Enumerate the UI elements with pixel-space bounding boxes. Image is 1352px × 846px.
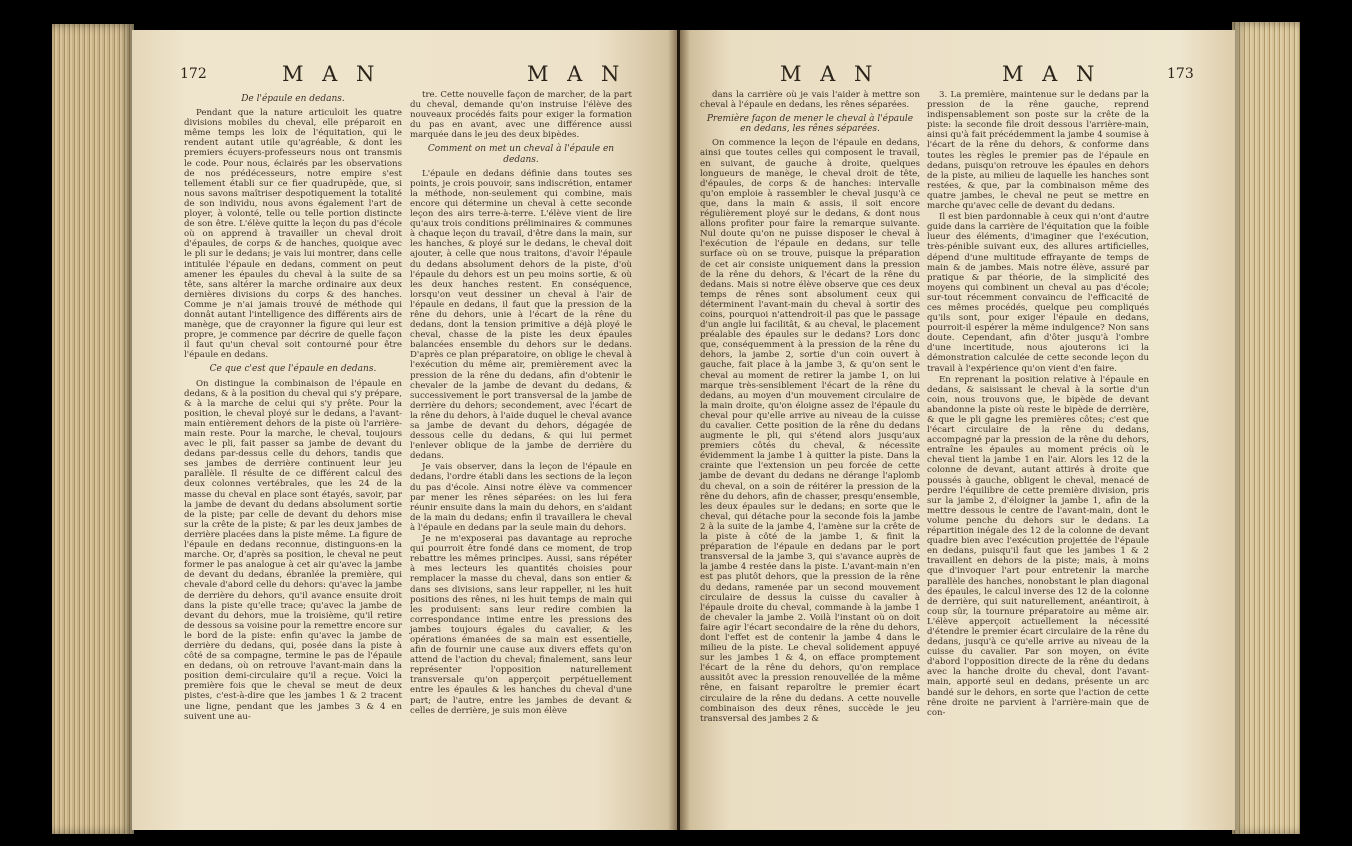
left-page-column-1 xyxy=(184,90,402,723)
paragraph: dans la carrière où je vais l'aider à mettre son cheval à l'épaule en dedans, les rênes séparées. xyxy=(700,90,920,111)
right-page-column-1 xyxy=(700,90,920,725)
page-number-left: 172 xyxy=(180,66,207,82)
section-heading: Première façon de mener le cheval à l'épaule en dedans, les rênes séparées. xyxy=(706,114,914,135)
running-head-right-1: M A N xyxy=(780,62,879,86)
section-heading: De l'épaule en dedans. xyxy=(241,94,345,104)
running-head-right-2: M A N xyxy=(1002,62,1101,86)
running-head-left-1: M A N xyxy=(282,62,381,86)
left-page xyxy=(132,30,677,830)
paragraph: Il est bien pardonnable à ceux qui n'ont d'autre guide dans la carrière de l'équitation que la foible lueur des éléments, d'imaginer que l'exécution, très-pénible suivant eux, des allures artificielles, dépend d'une multitude effrayante de temps de main & de jambes. Mais notre élève, assuré par pratique & par théorie, de la simplicité des moyens qui combinent un cheval au pas d'école; sur-tout récemment convaincu de l'efficacité de ces mêmes procédés, quelque peu compliqués qu'ils sont, pour exiger l'épaule en dedans, pourroit-il espérer la même indulgence? Non sans doute. Cependant, afin d'ôter jusqu'à l'ombre d'une incertitude, nous ajouterons ici la démonstration calculée de cette seconde leçon du travail à l'expérience qu'on vient d'en faire. xyxy=(927,212,1149,374)
paragraph: En reprenant la position relative à l'épaule en dedans, & saisissant le cheval à la sortie d'un coin, nous trouvons que, le bipède de devant abandonne la piste où reste le bipède de derrière, & que le pli gagne les premières côtes; c'est que l'écart circulaire de la rêne du dedans, accompagné par la pression de la rêne du dehors, entraîne les épaules au moment précis où le cheval tient la jambe 1 en l'air. Alors les 12 de la colonne de devant, autant attirés à droite que poussés à gauche, obligent le cheval, menacé de perdre l'équilibre de cette première division, pris sur la jambe 2, d'éloigner la jambe 1, afin de la mettre dessous le centre de l'avant-main, dont le volume penche du dehors sur le dedans. La répartition inégale des 12 de la colonne de devant quadre bien avec l'exécution projettée de l'épaule en dedans, puisqu'il faut que les jambes 1 & 2 travaillent en dehors de la piste; mais, à moins que d'invoquer l'art pour entretenir la marche parallèle des hanches, nonobstant le plan diagonal des épaules, le calcul inverse des 12 de la colonne de derrière, qui suit naturellement, anéantiroit, à coup sûr, la tournure préparatoire au même air. L'élève apperçoit actuellement la nécessité d'étendre le premier écart circulaire de la rêne du dedans, jusqu'à ce qu'elle arrive au niveau de la cuisse du cavalier. Par son moyen, on évite d'abord l'opposition directe de la rêne du dedans avec la hanche droite du cheval, dont l'avant-main, apporté seul en dedans, présente un arc bandé sur le dehors, en sorte que l'action de cette rêne droite ne parvient à l'arrière-main que de con- xyxy=(927,374,1149,718)
paragraph: On distingue la combinaison de l'épaule en dedans, & à la position du cheval qui s'y prépare, & à la marche de celui qui s'y prête. Pour la position, le cheval ployé sur le dedans, a l'avant-main entièrement dehors de la piste où l'arrière-main reste. Pour la marche, le cheval, toujours avec le pli, fait passer sa jambe de devant du dedans par-dessus celle du dehors, tandis que ses jambes de derrière continuent leur jeu parallèle. Il résulte de ce différent calcul des deux colonnes vertébrales, que les 24 de la masse du cheval en place sont étayés, savoir, par la jambe de devant du dedans absolument sortie de la piste; par celle de devant du dehors mise sur la crête de la piste; & par les deux jambes de derrière placées dans la piste même. La figure de l'épaule en dedans reconnue, distinguons-en la marche. Or, d'après sa position, le cheval ne peut former le pas analogue à cet air qu'avec la jambe de devant du dedans, ébranlée la première, qui chevale d'abord celle du dehors: qu'avec la jambe de derrière du dehors, qu'il avance ensuite droit dans la piste qu'elle trace; qu'avec la jambe de devant du dehors, mue la troisième, qu'il retire de dessous sa voisine pour la remettre encore sur le bord de la piste: enfin qu'avec la jambe de derrière du dedans, qui, posée dans la piste à côté de sa compagne, termine le pas de l'épaule en dedans, où on retrouve l'avant-main dans la position demi-circulaire qu'il a reçue. Voici la première fois que le cheval se meut de deux pistes, c'est-à-dire que les jambes 1 & 2 tracent une ligne, pendant que les jambes 3 & 4 en suivent une au- xyxy=(184,378,402,722)
section-heading: Ce que c'est que l'épaule en dedans. xyxy=(209,364,377,375)
section-heading: Comment on met un cheval à l'épaule en dedans. xyxy=(427,144,615,165)
running-head-left-2: M A N xyxy=(527,62,626,86)
right-page-edges xyxy=(1232,22,1300,834)
paragraph: 3. La première, maintenue sur le dedans par la pression de la rêne gauche, reprend indispensablement son poste sur la crête de la piste: la seconde file droit dessous l'arrière-main, ainsi qu'à fait précédemment la jambe 4 soumise à l'écart de la rêne du dehors, & conforme dans toutes les règles le premier pas de l'épaule en dedans, puisqu'on retrouve les épaules en dehors de la piste, au milieu de laquelle les hanches sont restées, & que, par la combinaison même des quatre jambes, le cheval ne peut se mettre en marche qu'avec celle de devant du dedans. xyxy=(927,90,1149,212)
paragraph: Je vais observer, dans la leçon de l'épaule en dedans, l'ordre établi dans les sections de la leçon du pas d'école. Ainsi notre élève va commencer par mener les rênes séparées: on les lui fera réunir ensuite dans la main du dehors, en s'aidant de la main du dedans; enfin il travaillera le cheval à l'épaule en dedans par la seule main du dehors. xyxy=(410,462,632,533)
paragraph: Je ne m'exposerai pas davantage au reproche qui pourroit être fondé dans ce moment, de trop rebattre les mêmes principes. Aussi, sans répéter à mes lecteurs les quantités choisies pour remplacer la masse du cheval, dans son entier & dans ses divisions, sans leur rappeller, ni les huit positions des rênes, ni les huit temps de main qui les produisent: sans leur redire combien la correspondance intime entre les pressions des jambes toujours égales du cavalier, & les opérations émanées de sa main est essentielle, afin de fournir une cause aux divers effets qu'on attend de l'action du cheval; finalement, sans leur représenter l'opposition naturellement transversale qu'on apperçoit perpétuellement entre les épaules & les hanches du cheval d'une part; de l'autre, entre les jambes de devant & celles de derrière, je suis mon élève xyxy=(410,534,632,716)
right-page-column-2 xyxy=(927,90,1149,719)
paragraph: Pendant que la nature articuloit les quatre divisions mobiles du cheval, elle préparoit en même temps les loix de l'équitation, qui le rendent autant utile qu'agréable, & dont les premiers écuyers-professeurs nous ont transmis le code. Pour nous, éclairés par les observations de nos prédécesseurs, notre empire s'est tellement établi sur ce fier quadrupède, que, si nous savons maîtriser despotiquement la totalité de son individu, nous avons également l'art de ployer, à volonté, telle ou telle portion distincte de son être. L'élève quitte la leçon du pas d'école où on apprend à travailler un cheval droit d'épaules, de corps & de hanches, quoique avec le pli sur le dedans; je vais lui montrer, dans celle intitulée l'épaule en dedans, comment on peut amener les épaules du cheval à la suite de sa tête, sans altérer la marche ordinaire aux deux dernières divisions du corps & des hanches. Comme je n'ai jamais trouvé de méthode qui donnât autant l'intelligence des différents airs de manège, que de crayonner la figure qui leur est propre, je commence par décrire de quelle façon il faut qu'un cheval soit contourné pour être l'épaule en dedans. xyxy=(184,108,402,361)
paragraph: tre. Cette nouvelle façon de marcher, de la part du cheval, demande qu'on instruise l'élève des nouveaux procédés faits pour exiger la formation du pas en avant, avec une différence aussi marquée dans le jeu des deux bipèdes. xyxy=(410,90,632,141)
left-page-edges xyxy=(52,24,134,834)
left-page-column-2 xyxy=(410,90,632,717)
paragraph: L'épaule en dedans définie dans toutes ses points, je crois pouvoir, sans indiscrétion, entamer la méthode, non-seulement qui combine, mais encore qui détermine un cheval à cette seconde leçon des airs terre-à-terre. L'élève vient de lire qu'aux trois conditions préliminaires & communes à chaque leçon du travail, d'être dans la main, sur les hanches, & ployé sur le dedans, le cheval doit ajouter, à celle que nous traitons, d'avoir l'épaule du dedans absolument dehors de la piste, d'où l'épaule du dehors est un peu moins sortie, & où les deux hanches restent. En conséquence, lorsqu'on veut dessiner un cheval à l'air de l'épaule en dedans, il faut que la pression de la rêne du dehors, unie à l'écart de la rêne du dedans, dont la tension primitive a déjà ployé le cheval, chasse de la piste les deux épaules balancées ensemble du dehors sur le dedans. D'après ce plan préparatoire, on oblige le cheval à l'exécution du même air, premièrement avec la pression de la rêne du dedans, afin d'obtenir le chevaler de la jambe de devant du dedans, & successivement le port transversal de la jambe de derrière du dehors; secondement, avec l'écart de la rêne du dehors, à l'aide duquel le cheval avance sa jambe de devant du dehors, dégagée de dessous celle du dedans, & qui lui permet l'enlever oblique de la jambe de derrière du dedans. xyxy=(410,168,632,462)
book-gutter xyxy=(668,30,690,830)
page-number-right: 173 xyxy=(1167,66,1194,82)
paragraph: On commence la leçon de l'épaule en dedans, ainsi que toutes celles qui composent le travail, en suivant, de gauche à droite, quelques longueurs de manège, le cheval droit de tête, d'épaules, de corps & de hanches: intervalle qu'on emploie à rassembler le cheval jusqu'à ce que, dans la main & assis, il soit encore régulièrement ployé sur le dedans, & dont nous allons profiter pour faire la remarque suivante. Nul doute qu'on ne puisse disposer le cheval à l'exécution de l'épaule en dedans, sur telle surface où on se trouve, puisque la préparation de cet air consiste uniquement dans la pression de la rêne du dehors, & l'écart de la rêne du dedans. Mais si notre élève observe que ces deux temps de rênes sont absolument ceux qui déterminent l'avant-main du cheval à sortir des coins, pourquoi n'attendroit-il pas que le passage d'un angle lui facilitât, & au cheval, le placement préalable des épaules sur le dedans? Lors donc que, conséquemment à la pression de la rêne du dehors, la jambe 2, sortie d'un coin ouvert à gauche, fait place à la jambe 3, & qu'on sent le cheval au moment de retirer la jambe 1, on lui marque très-sensiblement l'écart de la rêne du dedans, au moyen d'un mouvement circulaire de la main droite, qu'on éloigne assez de l'épaule du cheval pour qu'elle arrive au niveau de la cuisse du cavalier. Cette position de la rêne du dedans augmente le pli, qui s'étend alors jusqu'aux premiers côtés du cheval, & nécessite évidemment la jambe 1 à quitter la piste. Dans la crainte que l'extension un peu forcée de cette jambe de devant du dedans ne dérange l'aplomb du cheval, on a soin de réitérer la pression de la rêne du dehors, afin de chasser, presqu'ensemble, les deux épaules sur le dedans; en sorte que le cheval, qui détache pour la seconde fois la jambe 2 à la suite de la jambe 4, l'amène sur la crête de la piste à côté de la jambe 1, & finit la préparation de l'épaule en dedans par le port transversal de la jambe 3, qui s'avance auprès de la jambe 4 restée dans la piste. L'avant-main n'en est pas plutôt dehors, que la pression de la rêne du dedans, ramenée par un second mouvement circulaire de dessus la cuisse du cavalier à l'épaule droite du cheval, commande à la jambe 1 de chevaler la jambe 2. Voilà l'instant où on doit faire agir l'écart secondaire de la rêne du dehors, dont l'effet est de contenir la jambe 4 dans le milieu de la piste. Le cheval solidement appuyé sur les jambes 1 & 4, on efface promptement l'écart de la rêne du dehors, qu'on remplace aussitôt avec la pression renouvellée de la même rêne, en faisant reparoître le premier écart circulaire de la rêne du dedans. A cette nouvelle combinaison des deux rênes, succède le jeu transversal des jambes 2 & xyxy=(700,138,920,724)
right-page xyxy=(680,30,1235,830)
